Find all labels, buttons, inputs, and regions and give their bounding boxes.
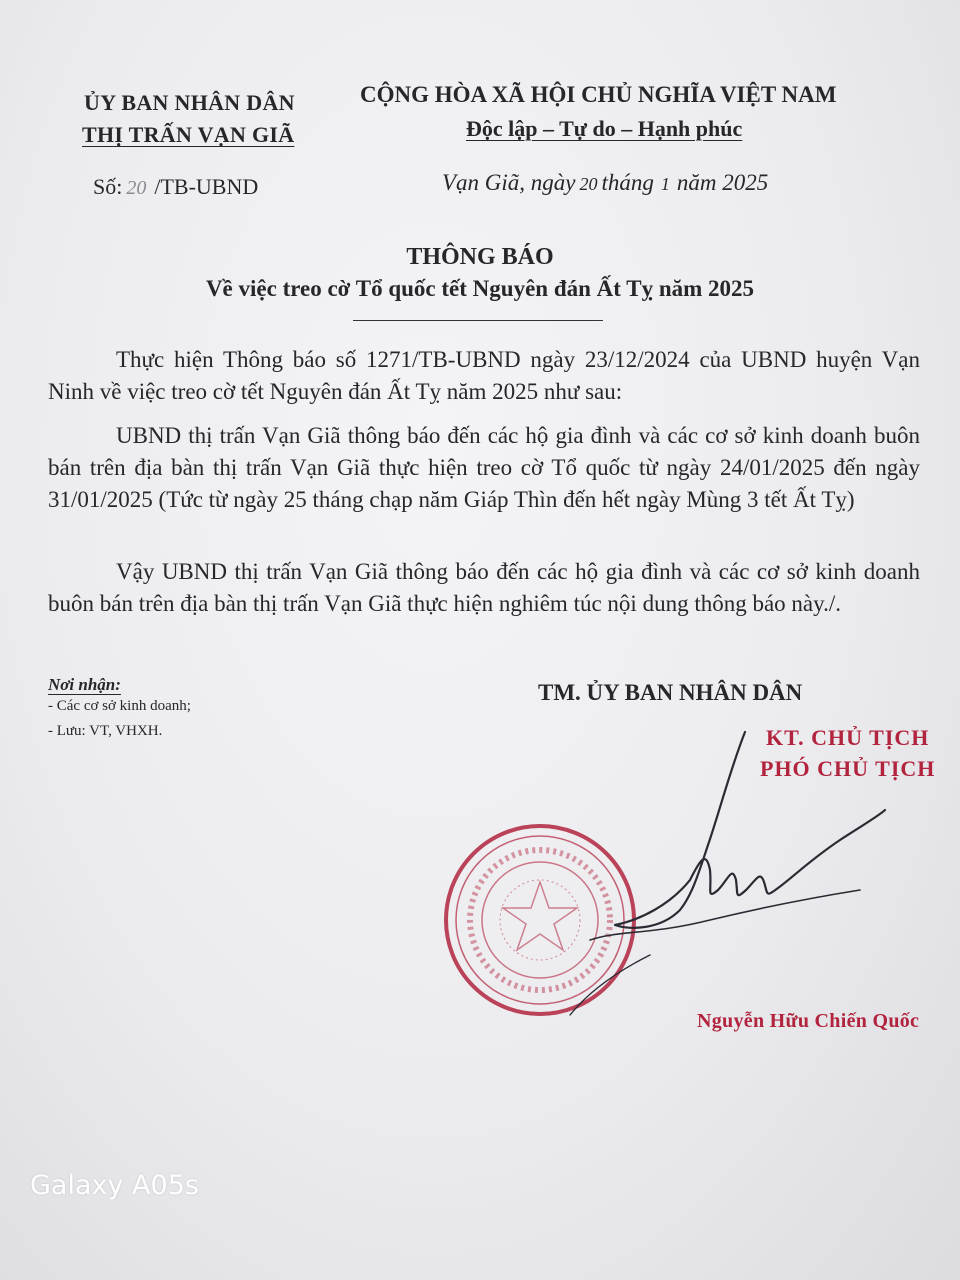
handwritten-signature-icon — [560, 730, 900, 1030]
nation-motto: Độc lập – Tự do – Hạnh phúc — [466, 116, 743, 141]
doc-number-prefix: Số: — [93, 174, 123, 199]
date-place: Vạn Giã, ngày — [442, 170, 576, 195]
date-month-label: tháng — [601, 170, 654, 195]
agency-name-line1: ỦY BAN NHÂN DÂN — [84, 90, 295, 115]
signer-name: Nguyễn Hữu Chiến Quốc — [697, 1010, 920, 1032]
agency-name-line2: THỊ TRẤN VẠN GIÃ — [82, 122, 295, 147]
signature-position-2: PHÓ CHỦ TỊCH — [760, 756, 936, 781]
doc-number-handwritten: 20 — [126, 177, 147, 199]
date-month: 1 — [660, 174, 670, 194]
document-date — [442, 170, 768, 196]
document-title: THÔNG BÁO — [406, 244, 554, 270]
date-year: năm 2025 — [676, 170, 769, 195]
body-paragraph-3: Vậy UBND thị trấn Vạn Giã thông báo đến các hộ gia đình và các cơ sở kinh doanh buôn bán trên địa bàn thị trấn Vạn Giã thực hiện nghiêm túc nội dung thông báo này./. — [48, 559, 920, 616]
title-divider — [353, 320, 603, 321]
recipient-item: - Lưu: VT, VHXH. — [48, 723, 163, 739]
body-paragraph-1: Thực hiện Thông báo số 1271/TB-UBND ngày 23/12/2024 của UBND huyện Vạn Ninh về việc treo cờ tết Nguyên đán Ất Tỵ năm 2025 như sau: — [48, 347, 920, 404]
camera-watermark: Galaxy A05s — [30, 1170, 199, 1201]
signature-on-behalf: TM. ỦY BAN NHÂN DÂN — [538, 680, 803, 705]
document-subject: Về việc treo cờ Tổ quốc tết Nguyên đán Ất Tỵ năm 2025 — [205, 276, 755, 301]
recipients-label: Nơi nhận: — [48, 675, 121, 694]
document-number — [93, 174, 258, 200]
nation-title: CỘNG HÒA XÃ HỘI CHỦ NGHĨA VIỆT NAM — [360, 82, 837, 107]
signature-position-1: KT. CHỦ TỊCH — [766, 725, 930, 750]
body-paragraph-2: UBND thị trấn Vạn Giã thông báo đến các hộ gia đình và các cơ sở kinh doanh buôn bán trên địa bàn thị trấn Vạn Giã thực hiện treo cờ Tổ quốc từ ngày 24/01/2025 đến ngày 31/01/2025 (Tức từ ngày 25 tháng chạp năm Giáp Thìn đến hết ngày Mùng 3 tết Ất Tỵ) — [48, 423, 920, 512]
recipient-item: - Các cơ sở kinh doanh; — [48, 698, 191, 714]
doc-number-suffix: /TB-UBND — [154, 174, 259, 199]
date-day: 20 — [579, 174, 598, 194]
